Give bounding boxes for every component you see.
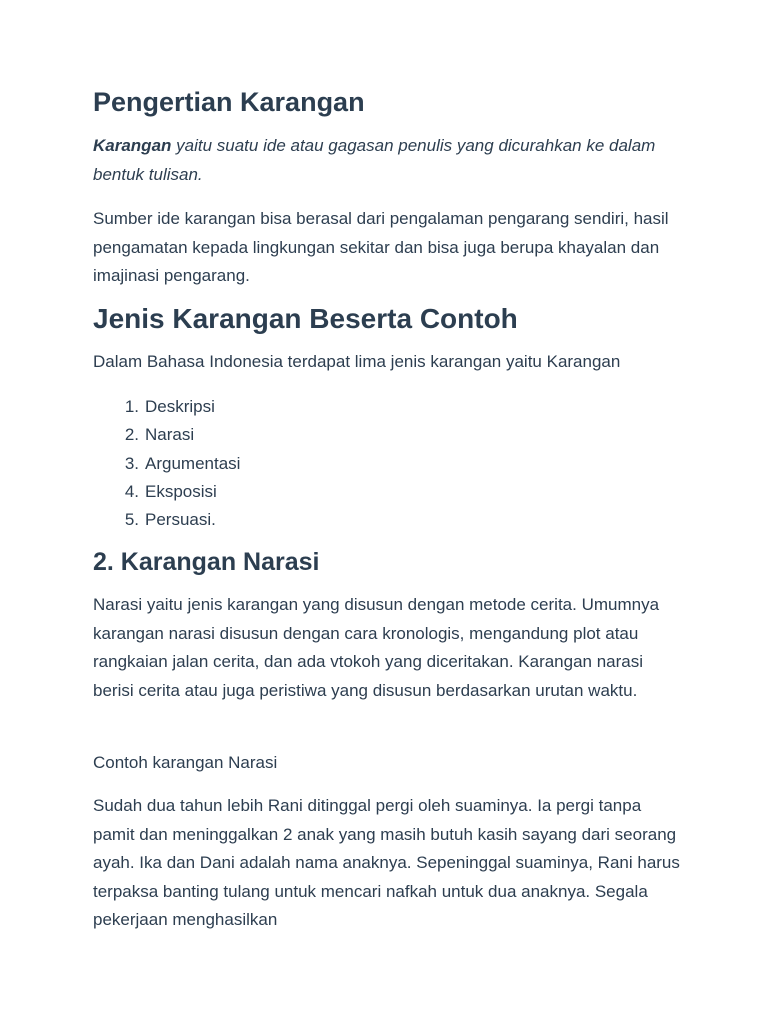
- definition-paragraph: [93, 132, 683, 189]
- heading-jenis-karangan: Jenis Karangan Beserta Contoh: [93, 303, 518, 334]
- list-item-label: Eksposisi: [145, 481, 217, 501]
- list-item-number: 2.: [124, 425, 139, 445]
- list-item: [93, 450, 240, 478]
- contoh-narasi-label: Contoh karangan Narasi: [93, 753, 278, 772]
- list-item-label: Argumentasi: [145, 453, 241, 473]
- list-item-number: 1.: [124, 397, 139, 416]
- list-item: [93, 506, 240, 534]
- list-item: [93, 393, 240, 421]
- narasi-definition-paragraph: Narasi yaitu jenis karangan yang disusun dengan metode cerita. Umumnya karangan narasi disusun dengan cara kronologis, mengandung plot atau rangkaian jalan cerita, dan ada vtokoh yang diceritakan. Karangan narasi berisi cerita atau juga peristiwa yang disusun berdasarkan urutan waktu.: [93, 595, 660, 700]
- jenis-intro-paragraph: Dalam Bahasa Indonesia terdapat lima jenis karangan yaitu Karangan: [93, 352, 621, 371]
- heading-pengertian-karangan: Pengertian Karangan: [93, 87, 365, 117]
- definition-term: Karangan: [93, 136, 172, 155]
- list-item-number: 4.: [124, 481, 139, 501]
- contoh-narasi-story: Sudah dua tahun lebih Rani ditinggal pergi oleh suaminya. Ia pergi tanpa pamit dan meninggalkan 2 anak yang masih butuh kasih sayang dari seorang ayah. Ika dan Dani adalah nama anaknya. Sepeninggal suaminya, Rani harus terpaksa banting tulang untuk mencari nafkah untuk dua anaknya. Segala pekerjaan menghasilkan: [93, 796, 680, 929]
- list-item-label: Persuasi.: [145, 510, 216, 530]
- list-item-number: 3.: [124, 453, 139, 473]
- list-item: [93, 478, 240, 506]
- heading-karangan-narasi: 2. Karangan Narasi: [93, 548, 320, 576]
- list-item: [93, 421, 240, 449]
- list-item-label: Narasi: [145, 425, 195, 445]
- definition-text: yaitu suatu ide atau gagasan penulis yang dicurahkan ke dalam bentuk tulisan.: [93, 136, 656, 184]
- jenis-karangan-list: [93, 393, 240, 534]
- list-item-label: Deskripsi: [145, 397, 215, 416]
- sumber-paragraph: Sumber ide karangan bisa berasal dari pengalaman pengarang sendiri, hasil pengamatan kepada lingkungan sekitar dan bisa juga berupa khayalan dan imajinasi pengarang.: [93, 209, 669, 285]
- list-item-number: 5.: [124, 510, 139, 530]
